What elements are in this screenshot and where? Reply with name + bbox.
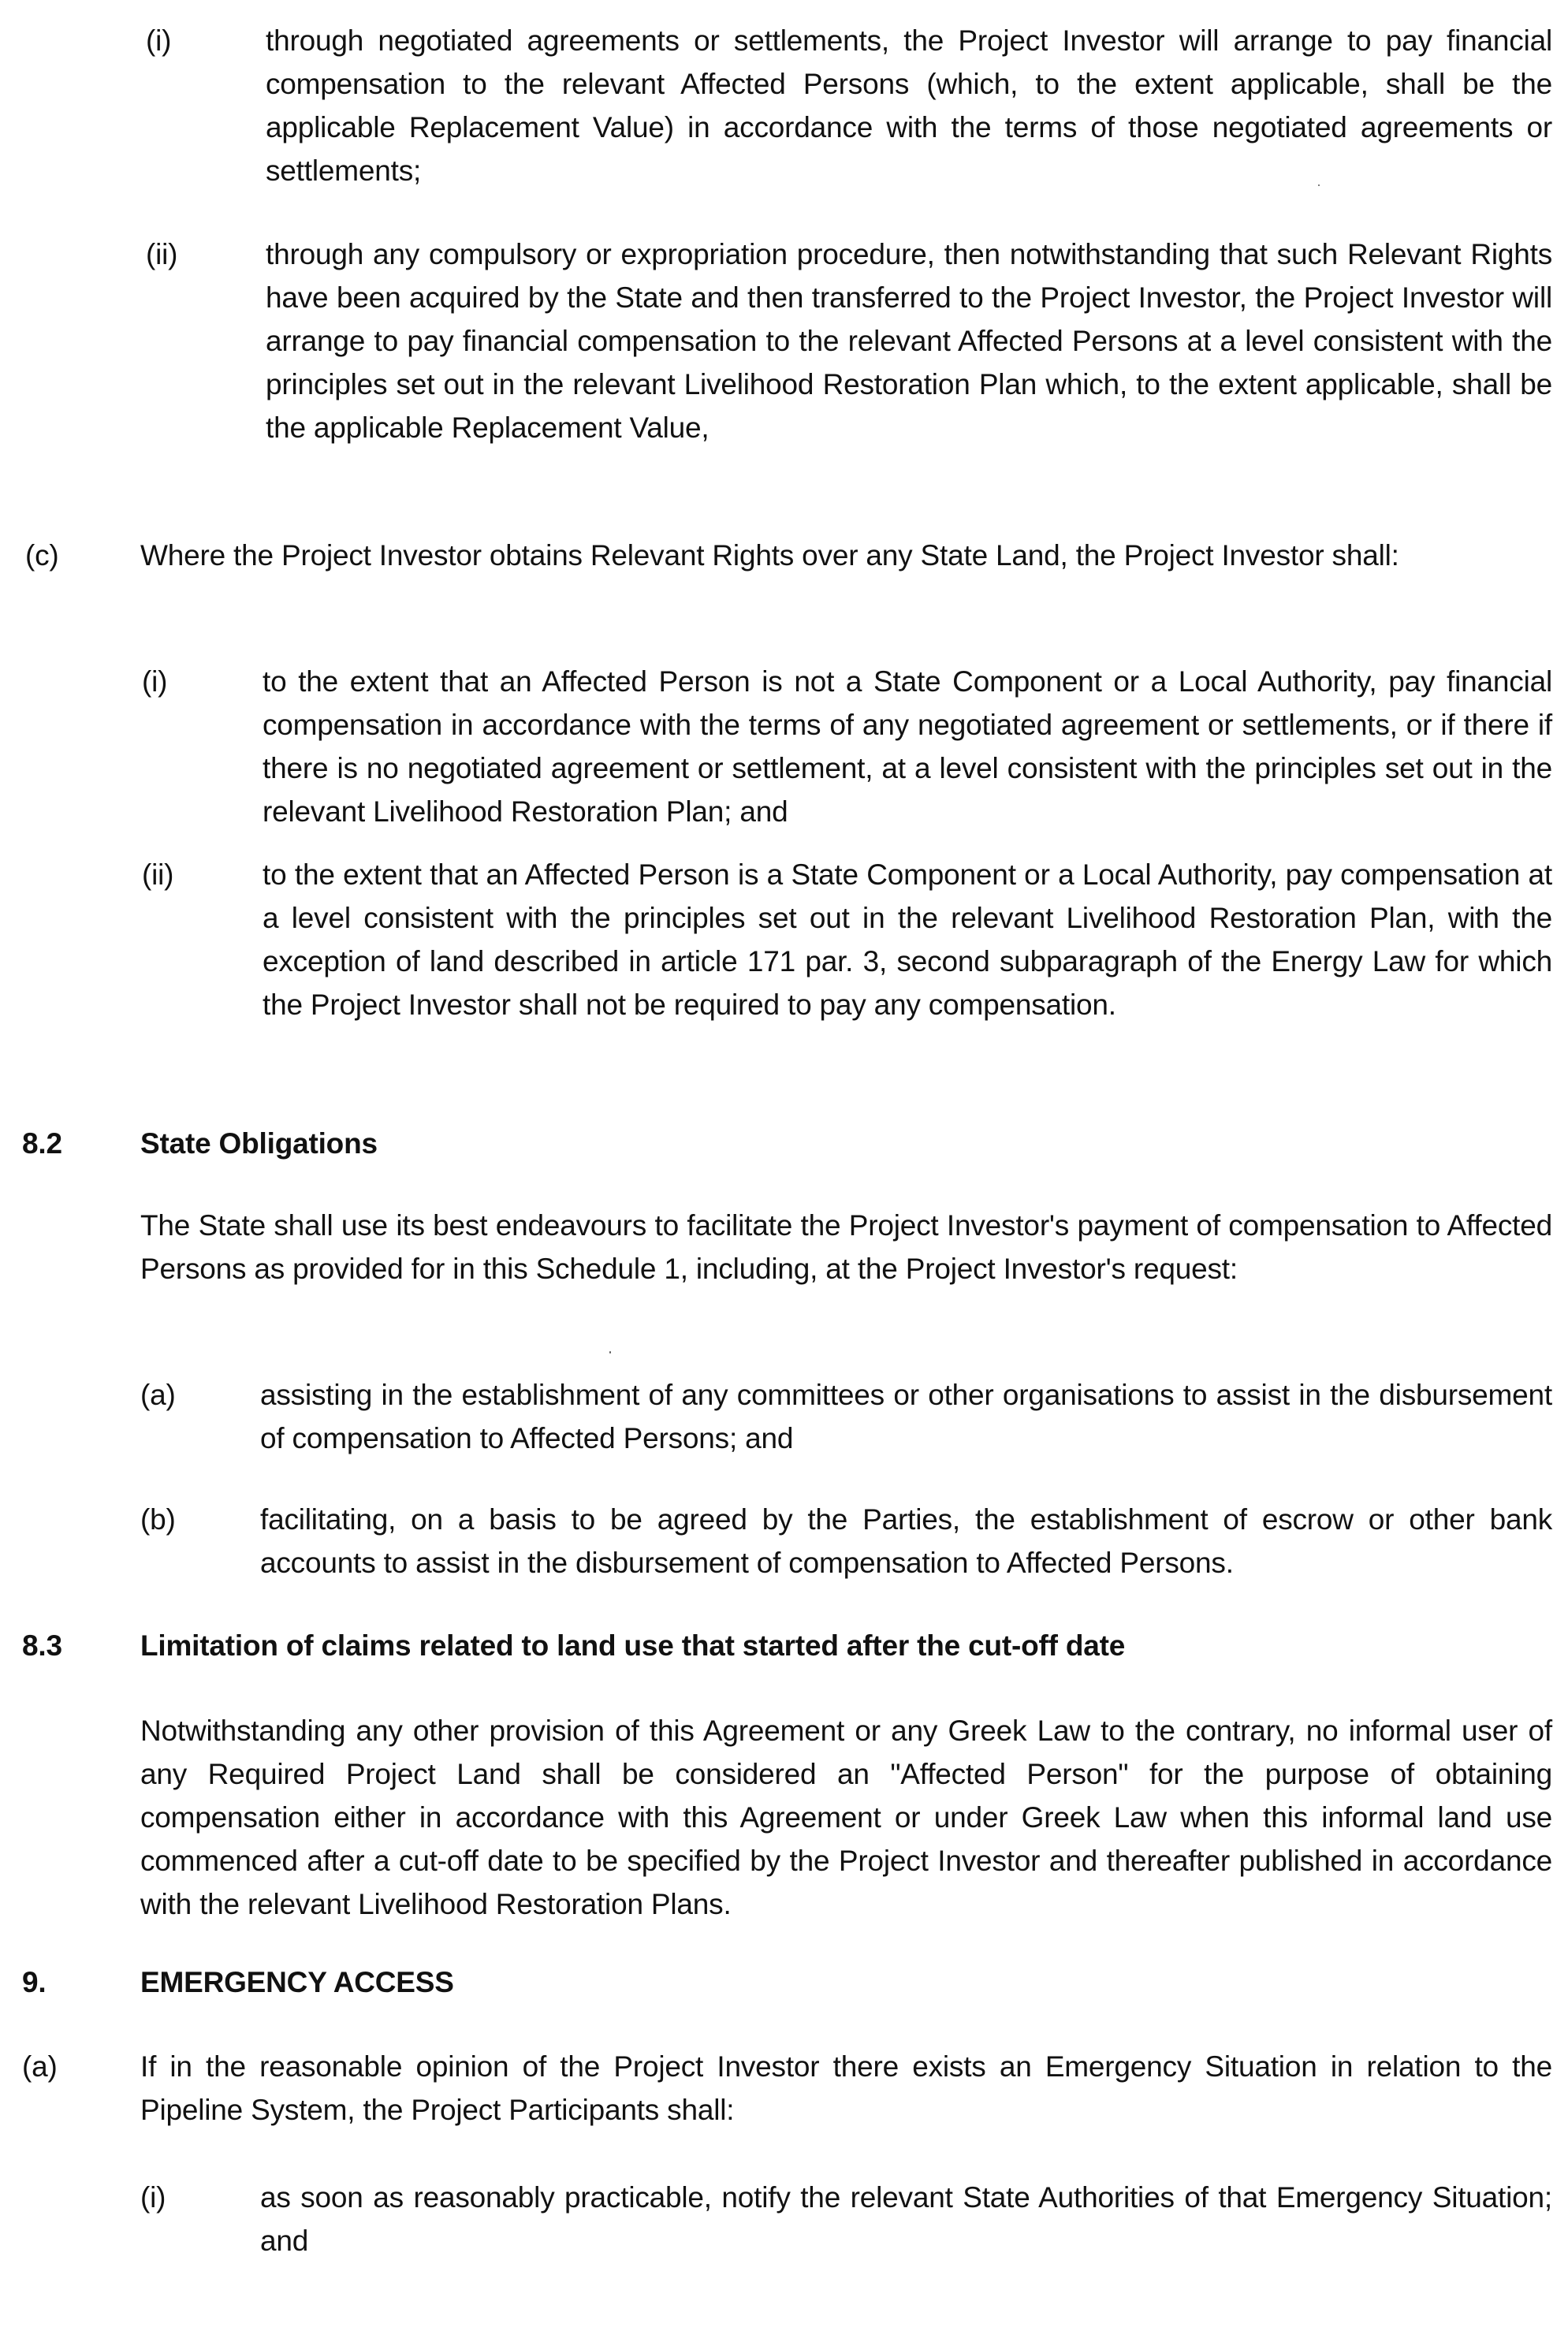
section-number: 9. [22, 1966, 47, 1998]
scan-speck [609, 1351, 611, 1354]
section-number: 8.3 [22, 1629, 62, 1662]
section-heading-9 [0, 1960, 1568, 2004]
paragraph-text: Notwithstanding any other provision of this Agreement or any Greek Law to the contrary, no informal user of any Required Project Land shall be considered an "Affected Person" for the purpose of obtaining compensation either in accordance with this Agreement or under Greek Law when this informal land use commenced after a cut-off date to be specified by the Project Investor and thereafter published in accordance with the relevant Livelihood Restoration Plans. [140, 1715, 1552, 1920]
section-8-3-body [0, 1709, 1568, 1926]
clause-c-i [0, 660, 1568, 833]
clause-text: to the extent that an Affected Person is a State Component or a Local Authority, pay compensation at a level consistent with the principles set out in the relevant Livelihood Restoration Plan, with the exception of land described in article 171 par. 3, second subparagraph of the Energy Law for which the Project Investor shall not be required to pay any compensation. [263, 858, 1552, 1021]
clause-text: through any compulsory or expropriation procedure, then notwithstanding that such Relevant Rights have been acquired by the State and then transferred to the Project Investor, the Project Investor will arrange to pay financial compensation to the relevant Affected Persons at a level consistent with the principles set out in the relevant Livelihood Restoration Plan which, to the extent applicable, shall be the applicable Replacement Value, [266, 238, 1552, 444]
clause-c-ii [0, 853, 1568, 1070]
section-9-item-a [0, 2045, 1568, 2132]
section-title: Limitation of claims related to land use that started after the cut-off date [140, 1629, 1126, 1662]
clause-text: Where the Project Investor obtains Relevant Rights over any State Land, the Project Investor shall: [140, 539, 1399, 572]
clause-b-i [0, 19, 1568, 192]
section-number: 8.2 [22, 1127, 62, 1160]
section-9-item-a-i [0, 2176, 1568, 2262]
section-heading-8-3 [0, 1624, 1568, 1667]
section-title: EMERGENCY ACCESS [140, 1966, 454, 1998]
section-heading-8-2 [0, 1122, 1568, 1165]
item-text: facilitating, on a basis to be agreed by the Parties, the establishment of escrow or other bank accounts to assist in the disbursement of compensation to Affected Persons. [260, 1503, 1552, 1579]
clause-label: (ii) [146, 238, 178, 270]
item-text: as soon as reasonably practicable, notify the relevant State Authorities of that Emergency Situation; and [260, 2181, 1552, 2257]
clause-label: (i) [146, 24, 172, 57]
section-8-2-item-b [0, 1498, 1568, 1584]
item-label: (a) [140, 1379, 176, 1411]
section-8-2-intro [0, 1204, 1568, 1334]
clause-label: (c) [25, 539, 59, 572]
clause-text: to the extent that an Affected Person is not a State Component or a Local Authority, pay financial compensation in accordance with the terms of any negotiated agreement or settlements, or if there if there is no negotiated agreement or settlement, at a level consistent with the principles set out in the relevant Livelihood Restoration Plan; and [263, 665, 1552, 828]
paragraph-text: The State shall use its best endeavours to facilitate the Project Investor's payment of compensation to Affected Persons as provided for in this Schedule 1, including, at the Project Investor's request: [140, 1209, 1552, 1285]
section-title: State Obligations [140, 1127, 378, 1160]
item-text: assisting in the establishment of any committees or other organisations to assist in the disbursement of compensation to Affected Persons; and [260, 1379, 1552, 1454]
clause-label: (ii) [142, 858, 174, 891]
clause-c [0, 534, 1568, 620]
clause-text: through negotiated agreements or settlements, the Project Investor will arrange to pay financial compensation to the relevant Affected Persons (which, to the extent applicable, shall be the applicable Replacement Value) in accordance with the terms of those negotiated agreements or settlements; [266, 24, 1552, 187]
item-label: (i) [140, 2181, 166, 2214]
item-label: (a) [22, 2050, 58, 2083]
clause-label: (i) [142, 665, 168, 698]
clause-b-ii [0, 233, 1568, 493]
section-8-2-item-a [0, 1373, 1568, 1460]
item-text: If in the reasonable opinion of the Project Investor there exists an Emergency Situation in relation to the Pipeline System, the Project Participants shall: [140, 2050, 1552, 2126]
item-label: (b) [140, 1503, 176, 1536]
scan-speck [1318, 184, 1320, 186]
